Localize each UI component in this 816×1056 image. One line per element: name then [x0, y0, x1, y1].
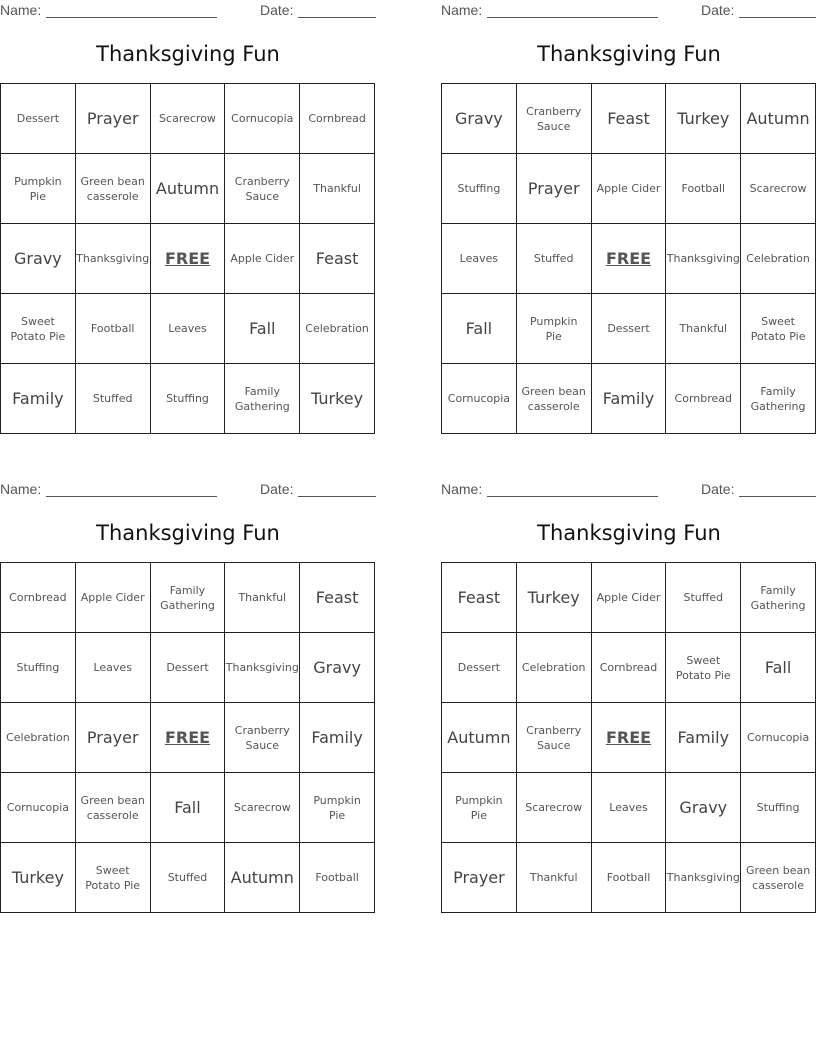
- bingo-cell: Fall: [151, 773, 226, 843]
- bingo-cell: Stuffed: [151, 843, 226, 913]
- bingo-cell: Prayer: [76, 703, 151, 773]
- bingo-cell: Prayer: [76, 84, 151, 154]
- bingo-cell: Stuffed: [517, 224, 592, 294]
- bingo-cell: Sweet Potato Pie: [666, 633, 741, 703]
- bingo-cell: Gravy: [666, 773, 741, 843]
- bingo-cell: Football: [76, 294, 151, 364]
- bingo-cell: Leaves: [442, 224, 517, 294]
- bingo-cell: Scarecrow: [151, 84, 226, 154]
- bingo-cell: Football: [592, 843, 667, 913]
- bingo-cell: Leaves: [592, 773, 667, 843]
- free-space-cell: FREE: [592, 224, 667, 294]
- bingo-cell: Scarecrow: [225, 773, 300, 843]
- bingo-cell: Stuffing: [442, 154, 517, 224]
- bingo-cell: Family Gathering: [741, 563, 816, 633]
- bingo-cell: Leaves: [76, 633, 151, 703]
- name-label: Name:: [441, 2, 483, 18]
- bingo-cell: Cranberry Sauce: [517, 703, 592, 773]
- bingo-cell: Thankful: [517, 843, 592, 913]
- bingo-cell: Turkey: [300, 364, 375, 434]
- bingo-cell: Scarecrow: [517, 773, 592, 843]
- bingo-cell: Feast: [442, 563, 517, 633]
- bingo-cell: Feast: [300, 224, 375, 294]
- name-date-bar: [441, 481, 816, 499]
- bingo-cell: Dessert: [592, 294, 667, 364]
- bingo-cell: Turkey: [1, 843, 76, 913]
- date-blank-line: [739, 496, 816, 497]
- name-blank-line: [487, 17, 658, 18]
- free-space-cell: FREE: [151, 703, 226, 773]
- bingo-cell: Cornucopia: [225, 84, 300, 154]
- bingo-cell: Family: [592, 364, 667, 434]
- bingo-cell: Thanksgiving: [666, 843, 741, 913]
- card-title: Thanksgiving Fun: [96, 521, 280, 545]
- date-blank-line: [739, 17, 816, 18]
- name-blank-line: [487, 496, 658, 497]
- bingo-cell: Thankful: [300, 154, 375, 224]
- date-label: Date:: [701, 2, 735, 18]
- bingo-cell: Gravy: [1, 224, 76, 294]
- name-label: Name:: [441, 481, 483, 497]
- bingo-cell: Family: [1, 364, 76, 434]
- date-blank-line: [298, 496, 376, 497]
- bingo-cell: Family Gathering: [225, 364, 300, 434]
- bingo-cell: Cornbread: [1, 563, 76, 633]
- bingo-cell: Autumn: [225, 843, 300, 913]
- bingo-cell: Sweet Potato Pie: [1, 294, 76, 364]
- name-label: Name:: [0, 2, 42, 18]
- bingo-cell: Stuffed: [666, 563, 741, 633]
- bingo-cell: Sweet Potato Pie: [741, 294, 816, 364]
- bingo-cell: Scarecrow: [741, 154, 816, 224]
- bingo-cell: Celebration: [300, 294, 375, 364]
- bingo-cell: Thanksgiving: [76, 224, 151, 294]
- bingo-cell: Feast: [300, 563, 375, 633]
- bingo-cell: Dessert: [151, 633, 226, 703]
- name-label: Name:: [0, 481, 42, 497]
- bingo-cell: Pumpkin Pie: [300, 773, 375, 843]
- bingo-cell: Cranberry Sauce: [517, 84, 592, 154]
- bingo-grid: [441, 562, 816, 913]
- bingo-cell: Green bean casserole: [517, 364, 592, 434]
- bingo-cell: Cornbread: [300, 84, 375, 154]
- bingo-cell: Stuffed: [76, 364, 151, 434]
- name-date-bar: [441, 2, 816, 20]
- bingo-cell: Stuffing: [1, 633, 76, 703]
- bingo-cell: Celebration: [517, 633, 592, 703]
- bingo-cell: Cornucopia: [741, 703, 816, 773]
- bingo-cell: Cranberry Sauce: [225, 703, 300, 773]
- bingo-cell: Apple Cider: [76, 563, 151, 633]
- bingo-cell: Thanksgiving: [666, 224, 741, 294]
- bingo-cell: Family Gathering: [151, 563, 226, 633]
- date-label: Date:: [701, 481, 735, 497]
- bingo-cell: Green bean casserole: [741, 843, 816, 913]
- bingo-cell: Family: [300, 703, 375, 773]
- card-title: Thanksgiving Fun: [537, 521, 721, 545]
- bingo-cell: Cornucopia: [1, 773, 76, 843]
- name-blank-line: [46, 496, 217, 497]
- bingo-cell: Pumpkin Pie: [517, 294, 592, 364]
- bingo-cell: Fall: [225, 294, 300, 364]
- bingo-cell: Thankful: [225, 563, 300, 633]
- bingo-cell: Stuffing: [741, 773, 816, 843]
- bingo-cell: Autumn: [151, 154, 226, 224]
- bingo-cell: Celebration: [741, 224, 816, 294]
- bingo-cell: Turkey: [666, 84, 741, 154]
- bingo-cell: Football: [300, 843, 375, 913]
- bingo-cell: Football: [666, 154, 741, 224]
- card-title: Thanksgiving Fun: [96, 42, 280, 66]
- bingo-cell: Green bean casserole: [76, 773, 151, 843]
- bingo-cell: Fall: [442, 294, 517, 364]
- bingo-cell: Fall: [741, 633, 816, 703]
- free-space-cell: FREE: [592, 703, 667, 773]
- bingo-cell: Prayer: [517, 154, 592, 224]
- bingo-cell: Pumpkin Pie: [1, 154, 76, 224]
- bingo-cell: Turkey: [517, 563, 592, 633]
- free-space-cell: FREE: [151, 224, 226, 294]
- bingo-cell: Sweet Potato Pie: [76, 843, 151, 913]
- bingo-cell: Thanksgiving: [225, 633, 300, 703]
- bingo-grid: [441, 83, 816, 434]
- bingo-cell: Thankful: [666, 294, 741, 364]
- date-label: Date:: [260, 2, 294, 18]
- bingo-cell: Gravy: [300, 633, 375, 703]
- bingo-cell: Green bean casserole: [76, 154, 151, 224]
- bingo-cell: Celebration: [1, 703, 76, 773]
- bingo-cell: Pumpkin Pie: [442, 773, 517, 843]
- bingo-cell: Leaves: [151, 294, 226, 364]
- bingo-cell: Cornbread: [666, 364, 741, 434]
- bingo-cell: Cornbread: [592, 633, 667, 703]
- bingo-cell: Dessert: [442, 633, 517, 703]
- date-blank-line: [298, 17, 376, 18]
- bingo-cell: Family: [666, 703, 741, 773]
- bingo-cell: Prayer: [442, 843, 517, 913]
- bingo-cell: Gravy: [442, 84, 517, 154]
- bingo-cell: Dessert: [1, 84, 76, 154]
- bingo-cell: Apple Cider: [225, 224, 300, 294]
- bingo-cell: Autumn: [442, 703, 517, 773]
- bingo-cell: Autumn: [741, 84, 816, 154]
- bingo-cell: Feast: [592, 84, 667, 154]
- bingo-cell: Family Gathering: [741, 364, 816, 434]
- name-date-bar: [0, 481, 376, 499]
- bingo-grid: [0, 562, 375, 913]
- name-blank-line: [46, 17, 217, 18]
- bingo-grid: [0, 83, 375, 434]
- name-date-bar: [0, 2, 376, 20]
- bingo-cell: Stuffing: [151, 364, 226, 434]
- bingo-cell: Apple Cider: [592, 154, 667, 224]
- bingo-cell: Apple Cider: [592, 563, 667, 633]
- bingo-cell: Cranberry Sauce: [225, 154, 300, 224]
- bingo-cell: Cornucopia: [442, 364, 517, 434]
- card-title: Thanksgiving Fun: [537, 42, 721, 66]
- date-label: Date:: [260, 481, 294, 497]
